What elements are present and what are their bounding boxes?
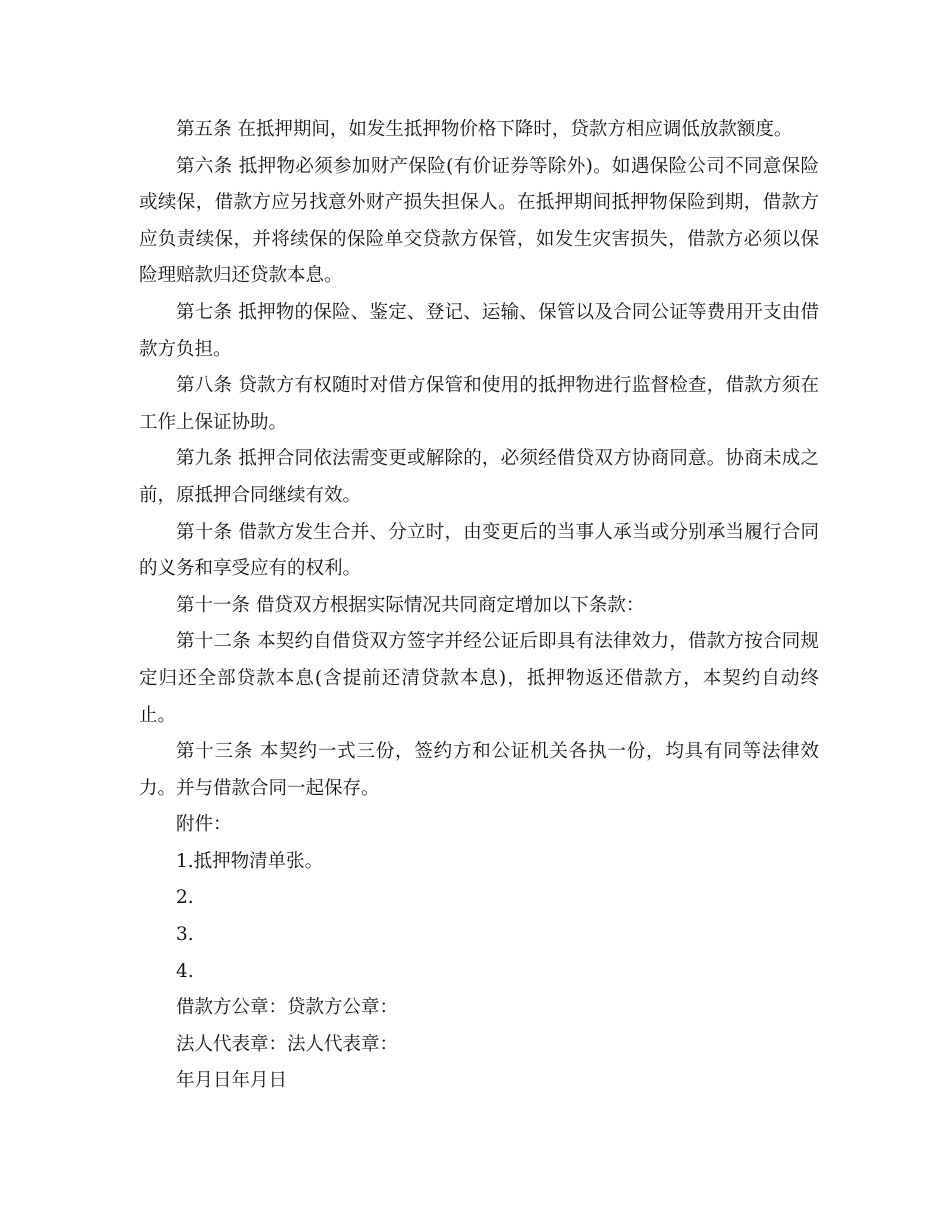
- representative-seal-line: 法人代表章：法人代表章：: [176, 1033, 399, 1055]
- article-8: 第八条 贷款方有权随时对借方保管和使用的抵押物进行监督检查，借款方须在工作上保证协助。: [139, 375, 819, 433]
- article-9: 第九条 抵押合同依法需变更或解除的，必须经借贷双方协商同意。协商未成之前，原抵押合同继续有效。: [139, 448, 819, 506]
- article-12: 第十二条 本契约自借贷双方签字并经公证后即具有法律效力，借款方按合同规定归还全部贷款本息(含提前还清贷款本息)，抵押物返还借款方，本契约自动终止。: [139, 631, 819, 726]
- article-13: 第十三条 本契约一式三份，签约方和公证机关各执一份，均具有同等法律效力。并与借款合同一起保存。: [139, 741, 819, 799]
- attachment-item-4: 4.: [176, 960, 194, 982]
- attachment-item-3: 3.: [176, 924, 194, 946]
- article-10: 第十条 借款方发生合并、分立时，由变更后的当事人承当或分别承当履行合同的义务和享受应有的权利。: [139, 521, 819, 580]
- date-line: 年月日年月日: [176, 1070, 288, 1092]
- article-6: 第六条 抵押物必须参加财产保险(有价证券等除外)。如遇保险公司不同意保险或续保，借款方应另找意外财产损失担保人。在抵押期间抵押物保险到期，借款方应负责续保，并将续保的保险单交贷款方保管，如发生灾害损失，借款方必须以保险理赔款归还贷款本息。: [139, 155, 819, 287]
- attachments-label: 附件：: [176, 814, 232, 836]
- attachment-item-2: 2.: [176, 887, 194, 909]
- company-seal-line: 借款方公章：贷款方公章：: [176, 997, 399, 1019]
- attachment-item-1: 1.抵押物清单张。: [176, 850, 324, 872]
- article-5: 第五条 在抵押期间，如发生抵押物价格下降时，贷款方相应调低放款额度。: [176, 119, 793, 140]
- article-11: 第十一条 借贷双方根据实际情况共同商定增加以下条款：: [176, 594, 645, 616]
- article-7: 第七条 抵押物的保险、鉴定、登记、运输、保管以及合同公证等费用开支由借款方负担。: [139, 301, 819, 360]
- document-body: [139, 112, 819, 1100]
